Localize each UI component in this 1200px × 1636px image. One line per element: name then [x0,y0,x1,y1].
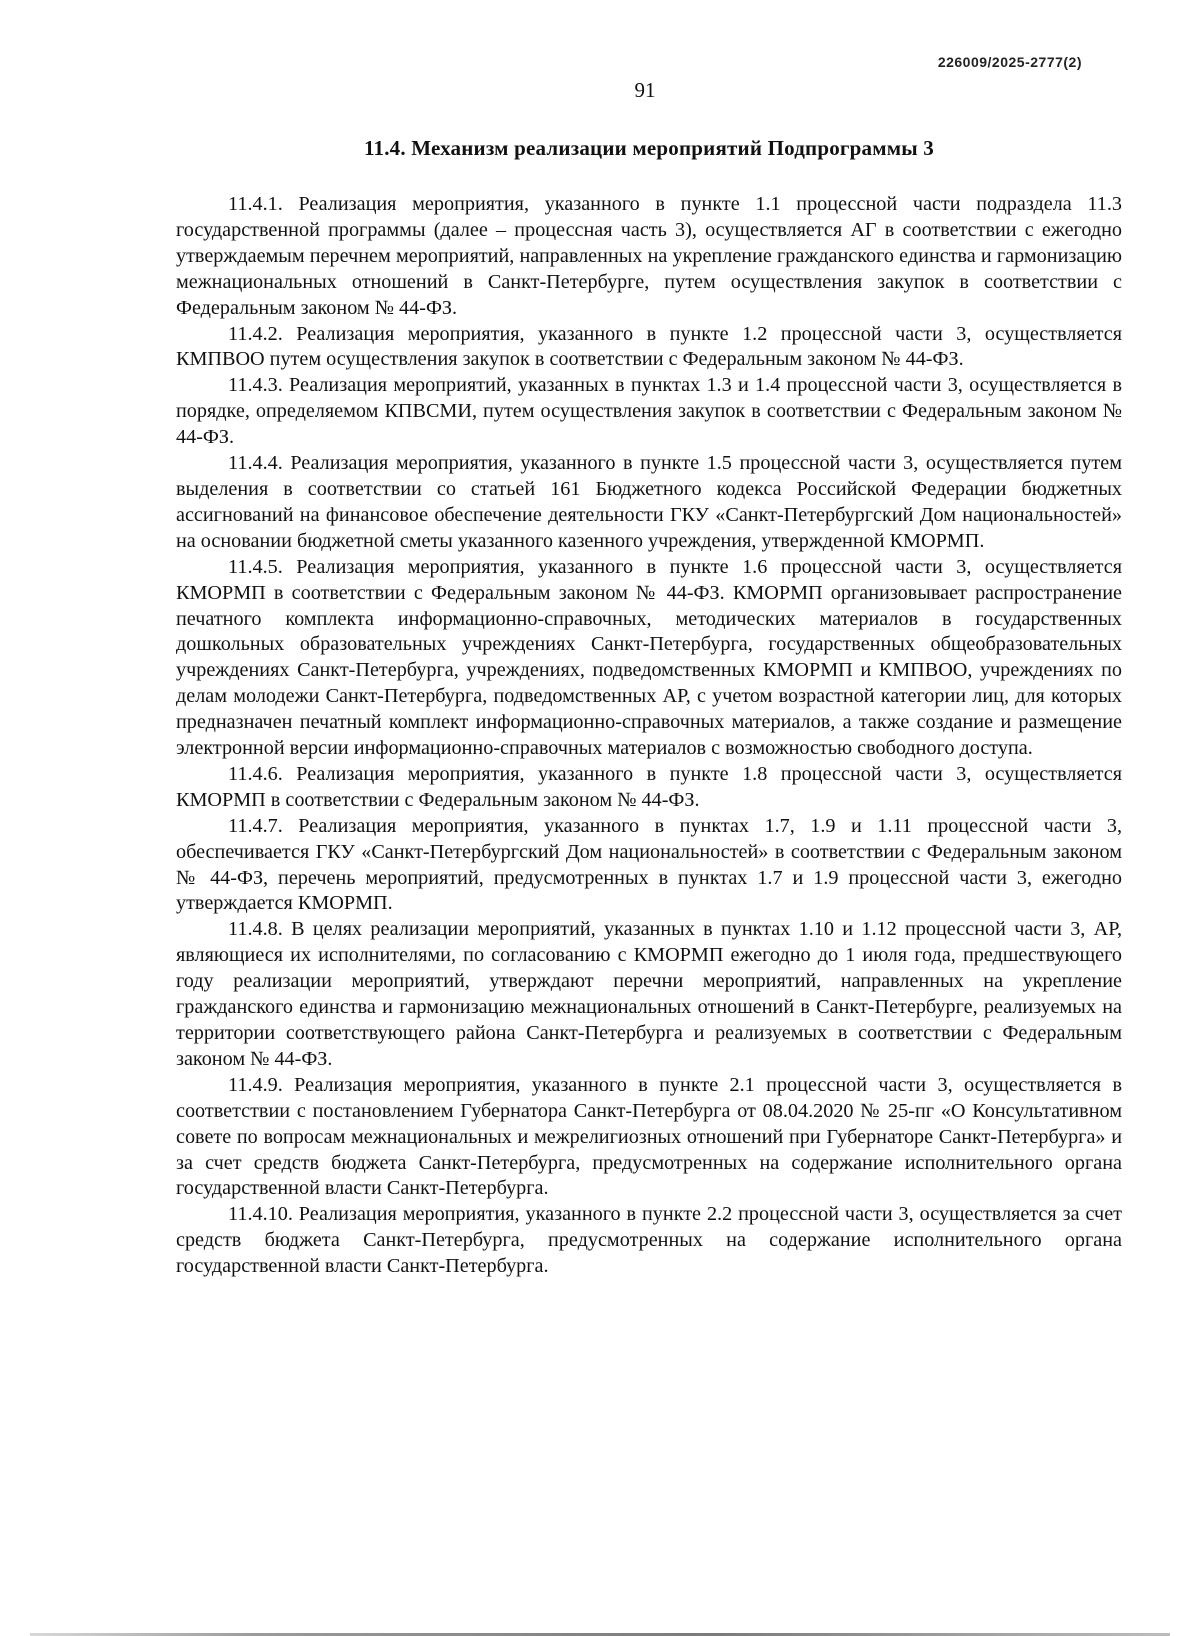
paragraph-11-4-2: 11.4.2. Реализация мероприятия, указанного в пункте 1.2 процессной части 3, осуществляется КМПВОО путем осуществления закупок в соответствии с Федеральным законом № 44-ФЗ. [176,322,1122,371]
paragraph-11-4-1: 11.4.1. Реализация мероприятия, указанного в пункте 1.1 процессной части подраздела 11.3 государственной программы (далее – процессная часть 3), осуществляется АГ в соответствии с ежегодно утверждаемым перечнем мероприятий, направленных на укрепление гражданского единства и гармонизацию межнациональных отношений в Санкт-Петербурге, путем осуществления закупок в соответствии с Федеральным законом № 44-ФЗ. [176,193,1122,319]
paragraph-11-4-7: 11.4.7. Реализация мероприятия, указанного в пунктах 1.7, 1.9 и 1.11 процессной части 3, обеспечивается ГКУ «Санкт-Петербургский Дом национальностей» в соответствии с Федеральным законом № 44-ФЗ, перечень мероприятий, предусмотренных в пунктах 1.7 и 1.9 процессной части 3, ежегодно утверждается КМОРМП. [176,814,1122,915]
paragraph-11-4-6: 11.4.6. Реализация мероприятия, указанного в пункте 1.8 процессной части 3, осуществляется КМОРМП в соответствии с Федеральным законом № 44-ФЗ. [176,762,1122,811]
paragraph-11-4-3: 11.4.3. Реализация мероприятий, указанных в пунктах 1.3 и 1.4 процессной части 3, осуществляется в порядке, определяемом КПВСМИ, путем осуществления закупок в соответствии с Федеральным законом № 44-ФЗ. [176,374,1122,449]
paragraph-11-4-10: 11.4.10. Реализация мероприятия, указанного в пункте 2.2 процессной части 3, осуществляется за счет средств бюджета Санкт-Петербурга, предусмотренных на содержание исполнительного органа государственной власти Санкт-Петербурга. [176,1203,1122,1278]
page-number: 91 [634,78,656,102]
paragraph-11-4-9: 11.4.9. Реализация мероприятия, указанного в пункте 2.1 процессной части 3, осуществляется в соответствии с постановлением Губернатора Санкт-Петербурга от 08.04.2020 № 25-пг «О Консультативном совете по вопросам межнациональных и межрелигиозных отношений при Губернаторе Санкт-Петербурга» и за счет средств бюджета Санкт-Петербурга, предусмотренных на содержание исполнительного органа государственной власти Санкт-Петербурга. [176,1073,1122,1200]
section-title: 11.4. Механизм реализации мероприятий Подпрограммы 3 [363,136,935,160]
document-id: 226009/2025-2777(2) [937,54,1082,70]
paragraph-11-4-4: 11.4.4. Реализация мероприятия, указанного в пункте 1.5 процессной части 3, осуществляется путем выделения в соответствии со статьей 161 Бюджетного кодекса Российской Федерации бюджетных ассигнований на финансовое обеспечение деятельности ГКУ «Санкт-Петербургский Дом национальностей» на основании бюджетной сметы указанного казенного учреждения, утвержденной КМОРМП. [176,452,1122,552]
paragraph-11-4-8: 11.4.8. В целях реализации мероприятий, указанных в пунктах 1.10 и 1.12 процессной части 3, АР, являющиеся их исполнителями, по согласованию с КМОРМП ежегодно до 1 июля года, предшествующего году реализации мероприятий, утверждают перечни мероприятий, направленных на укрепление гражданского единства и гармонизацию межнациональных отношений в Санкт-Петербурге, реализуемых на территории соответствующего района Санкт-Петербурга и реализуемых в соответствии с Федеральным законом № 44-ФЗ. [176,918,1122,1070]
paragraph-11-4-5: 11.4.5. Реализация мероприятия, указанного в пункте 1.6 процессной части 3, осуществляется КМОРМП в соответствии с Федеральным законом № 44-ФЗ. КМОРМП организовывает распространение печатного комплекта информационно-справочных, методических материалов в государственных дошкольных образовательных учреждениях Санкт-Петербурга, государственных общеобразовательных учреждениях Санкт-Петербурга, учреждениях, подведомственных КМОРМП и КМПВОО, учреждениях по делам молодежи Санкт-Петербурга, подведомственных АР, с учетом возрастной категории лиц, для которых предназначен печатный комплект информационно-справочных материалов, а также создание и размещение электронной версии информационно-справочных материалов с возможностью свободного доступа. [176,555,1122,760]
document-body [176,192,1122,1280]
